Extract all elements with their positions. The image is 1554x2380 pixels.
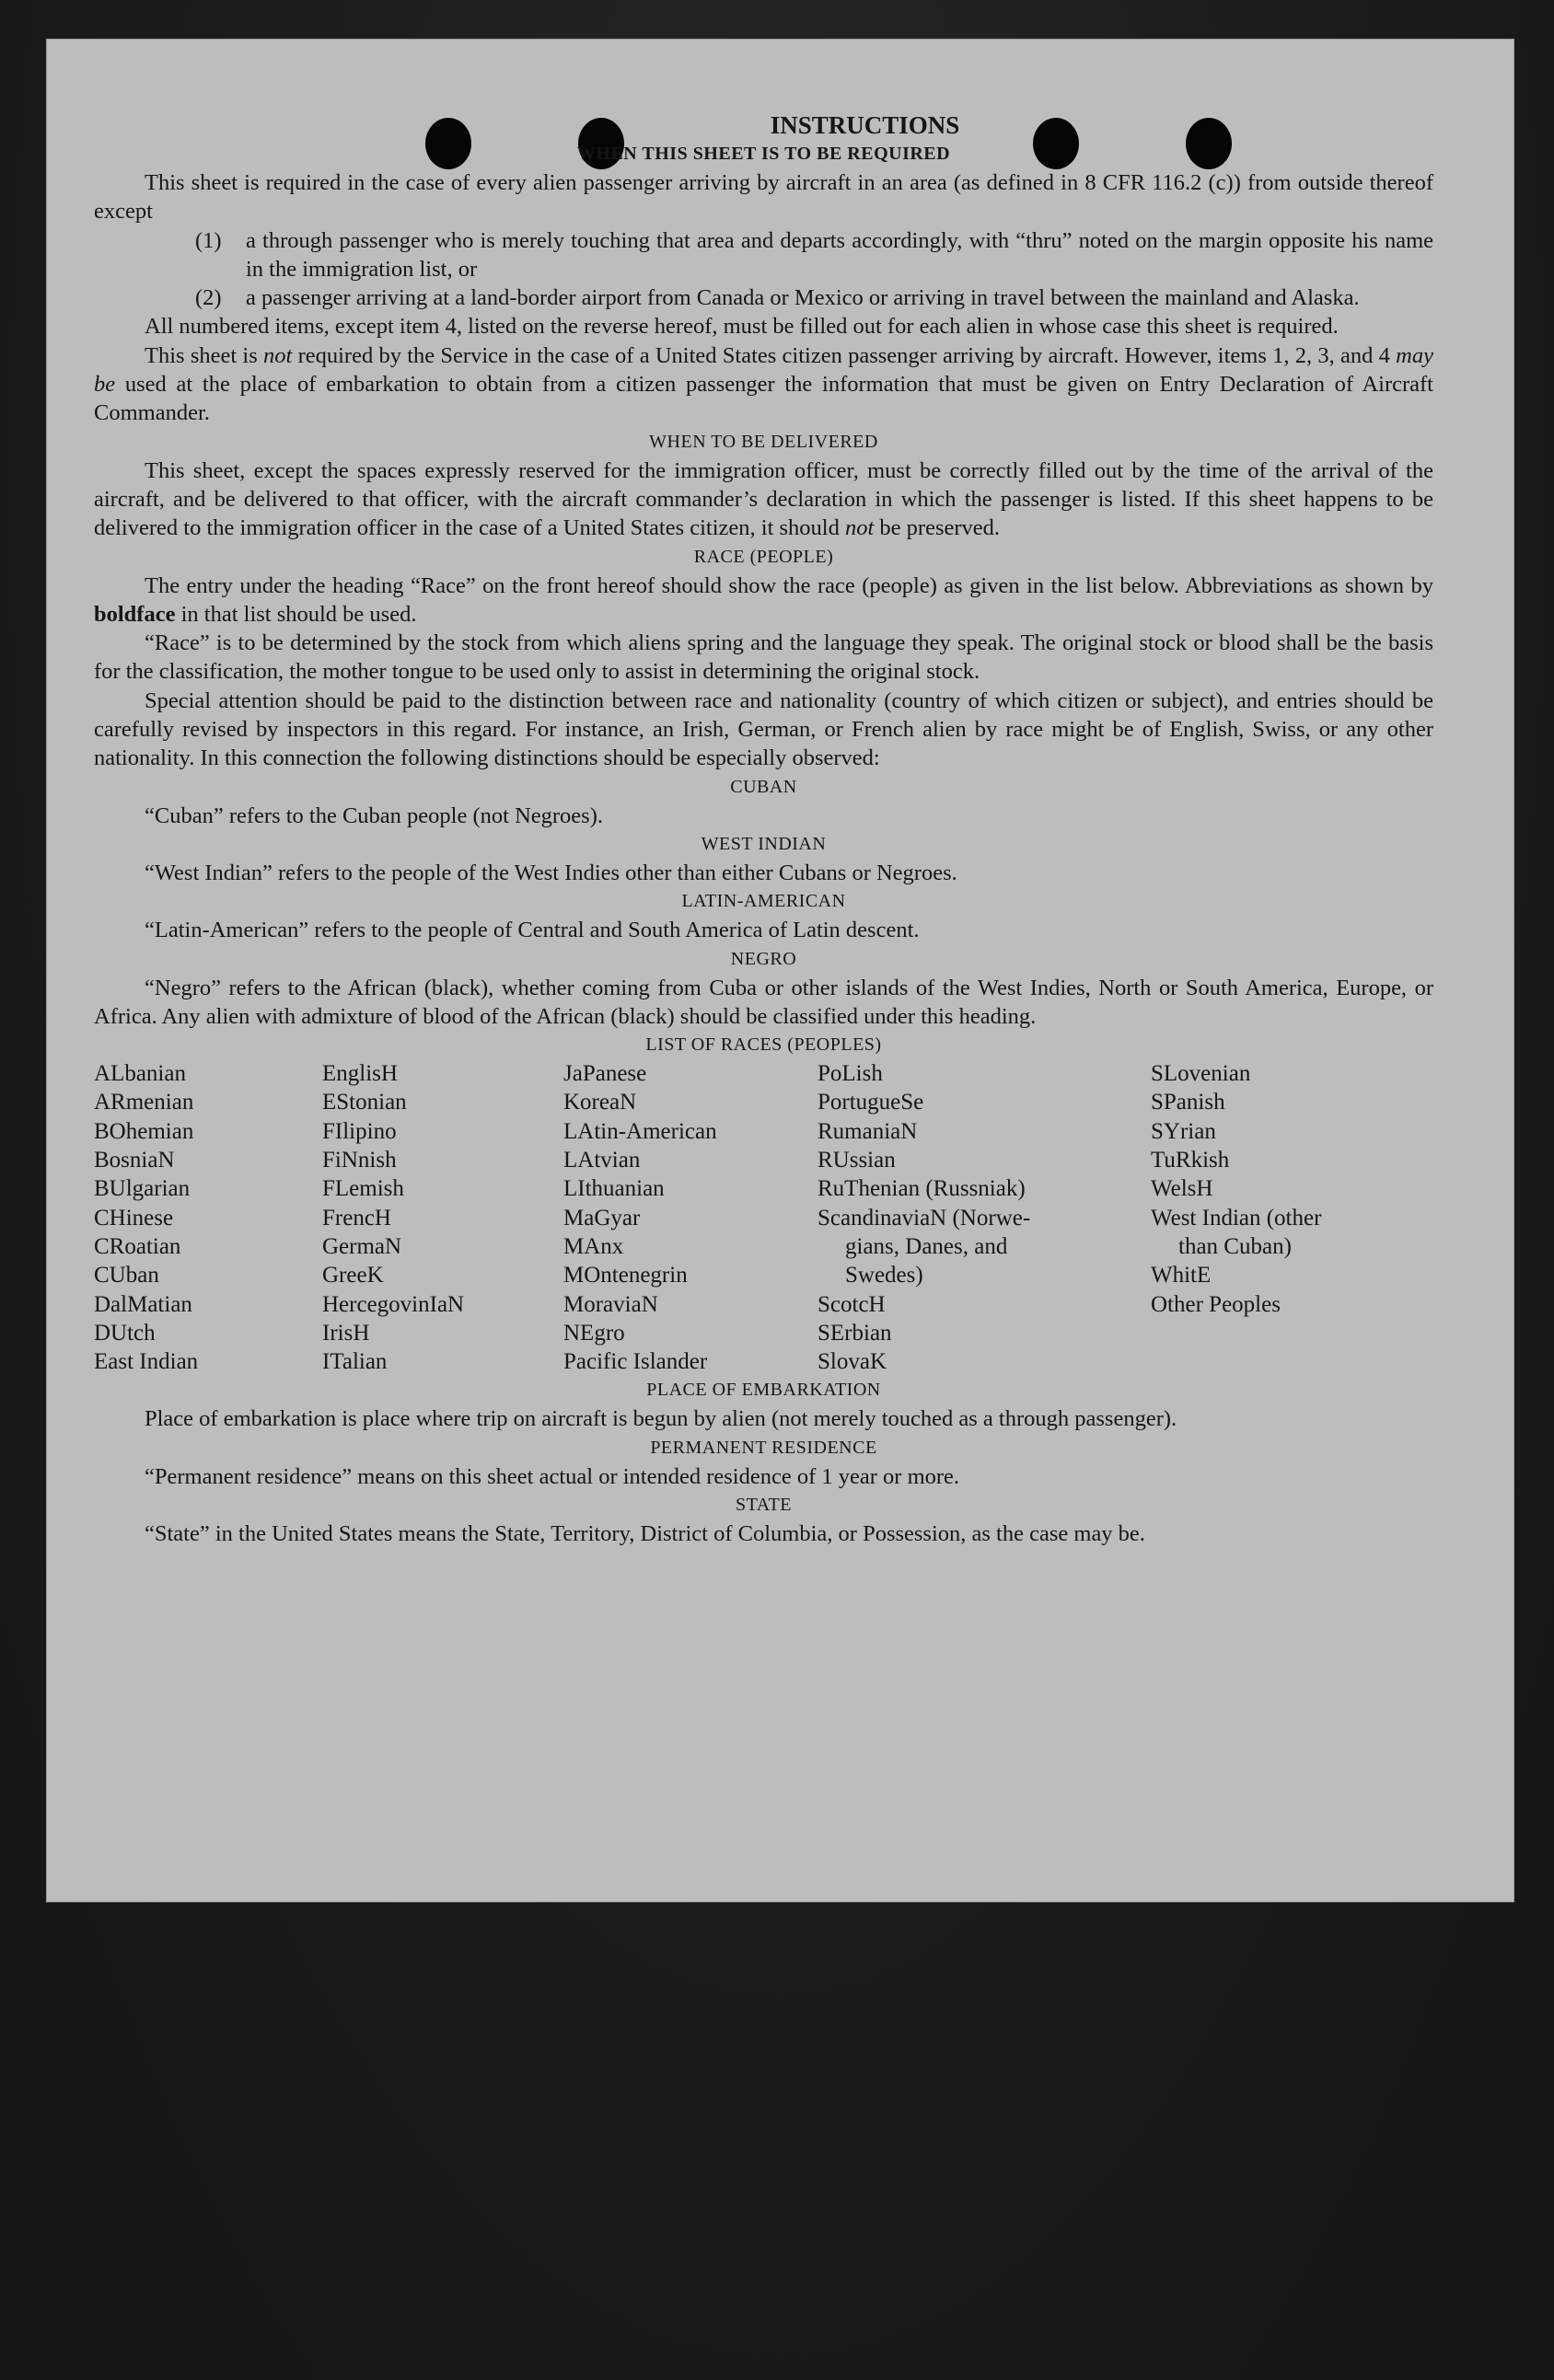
text-run: in that list should be used. bbox=[175, 601, 417, 627]
definition-latin-american: “Latin-American” refers to the people of Central and South America of Latin descent. bbox=[145, 918, 920, 943]
text-run: used at the place of embarkation to obtain from a citizen passenger the information that must be given on Entry Declaration of Aircraft Commander. bbox=[94, 372, 1433, 426]
definition-embarkation: Place of embarkation is place where trip on aircraft is begun by alien (not merely touched as a through passenger). bbox=[145, 1406, 1177, 1432]
definition-negro: “Negro” refers to the African (black), whether coming from Cuba or other islands of the West Indies, North or South America, Europe, or Africa. Any alien with admixture of blood of the African (black) should be classified under this heading. bbox=[94, 975, 1433, 1029]
race-entry: CHinese bbox=[94, 1205, 174, 1230]
race-entry: Other Peoples bbox=[1151, 1291, 1281, 1317]
race-entry: West Indian (other bbox=[1151, 1205, 1322, 1230]
definition-state: “State” in the United States means the State, Territory, District of Columbia, or Possession, as the case may be. bbox=[145, 1520, 1145, 1546]
race-entry-continued: gians, Danes, and bbox=[845, 1233, 1008, 1259]
race-entry: SPanish bbox=[1151, 1090, 1225, 1115]
numbered-item bbox=[195, 226, 1433, 284]
race-entry: ScandinaviaN (Norwe- bbox=[818, 1205, 1031, 1230]
paragraph: Special attention should be paid to the distinction between race and nationality (country of which citizen or subject), and entries should be carefully revised by inspectors in this regard. For instance, an Irish, German, or French alien by race might be of English, Swiss, or any other nationality. In this connection the following distinctions should be especially observed: bbox=[94, 687, 1433, 771]
text-run: This sheet is bbox=[145, 342, 264, 368]
section-heading-embarkation: PLACE OF EMBARKATION bbox=[646, 1380, 881, 1401]
instructions-content bbox=[94, 110, 1433, 1548]
text-run-italic: not bbox=[263, 342, 293, 368]
races-column bbox=[322, 1059, 563, 1376]
item-number: (1) bbox=[195, 227, 222, 253]
item-text: a through passenger who is merely touching that area and departs accordingly, with “thru” noted on the margin opposite his name in the immigration list, or bbox=[246, 227, 1433, 282]
race-entry: LIthuanian bbox=[563, 1176, 665, 1202]
section-heading-cuban: CUBAN bbox=[730, 776, 797, 797]
section-heading-race: RACE (PEOPLE) bbox=[693, 546, 834, 567]
race-entry: LAtin-American bbox=[563, 1118, 717, 1144]
race-entry: FiNnish bbox=[322, 1148, 397, 1173]
section-heading-residence: PERMANENT RESIDENCE bbox=[650, 1437, 877, 1458]
text-run: required by the Service in the case of a United States citizen passenger arriving by aircraft. However, items 1, 2, 3, and 4 bbox=[292, 342, 1397, 368]
race-entry: FrencH bbox=[322, 1205, 391, 1230]
race-entry: SlovaK bbox=[818, 1349, 887, 1375]
race-entry: PoLish bbox=[818, 1061, 883, 1087]
paragraph: All numbered items, except item 4, listed on the reverse hereof, must be filled out for each alien in whose case this sheet is required. bbox=[145, 314, 1339, 340]
race-entry: ALbanian bbox=[94, 1061, 186, 1087]
race-entry: IrisH bbox=[322, 1320, 370, 1346]
definition-west-indian: “West Indian” refers to the people of the West Indies other than either Cubans or Negroes. bbox=[145, 860, 957, 885]
race-entry: JaPanese bbox=[563, 1061, 647, 1087]
section-heading-state: STATE bbox=[736, 1494, 792, 1515]
races-column bbox=[1151, 1059, 1427, 1376]
race-entry: MOntenegrin bbox=[563, 1263, 688, 1288]
race-entry: EnglisH bbox=[322, 1061, 398, 1087]
race-entry: TuRkish bbox=[1151, 1148, 1230, 1173]
paragraph: This sheet is required in the case of every alien passenger arriving by aircraft in an area (as defined in 8 CFR 116.2 (c)) from outside thereof except bbox=[94, 170, 1433, 225]
definition-cuban: “Cuban” refers to the Cuban people (not Negroes). bbox=[145, 803, 603, 828]
item-number: (2) bbox=[195, 285, 222, 311]
section-heading-latin-american: LATIN-AMERICAN bbox=[681, 891, 846, 912]
race-entry: HercegovinIaN bbox=[322, 1291, 465, 1317]
race-entry: DUtch bbox=[94, 1320, 156, 1346]
race-entry: FIlipino bbox=[322, 1118, 397, 1144]
item-text: a passenger arriving at a land-border airport from Canada or Mexico or arriving in travel between the mainland and Alaska. bbox=[246, 285, 1360, 311]
race-entry: BosniaN bbox=[94, 1148, 175, 1173]
text-run-italic: may be bbox=[94, 342, 1433, 398]
race-entry: EStonian bbox=[322, 1090, 407, 1115]
race-entry: SErbian bbox=[818, 1320, 892, 1346]
section-heading-when-delivered: WHEN TO BE DELIVERED bbox=[649, 431, 878, 452]
text-run: The entry under the heading “Race” on the front hereof should show the race (people) as given in the list below. bbox=[145, 572, 1179, 598]
text-run: be preserved. bbox=[874, 515, 1001, 541]
race-entry: PortugueSe bbox=[818, 1090, 924, 1115]
race-entry: BUlgarian bbox=[94, 1176, 191, 1202]
races-column bbox=[94, 1059, 322, 1376]
paragraph bbox=[94, 456, 1433, 543]
race-entry: CRoatian bbox=[94, 1233, 181, 1259]
races-column bbox=[563, 1059, 818, 1376]
race-entry: KoreaN bbox=[563, 1090, 637, 1115]
section-heading-negro: NEGRO bbox=[730, 948, 797, 969]
race-entry: Pacific Islander bbox=[563, 1349, 708, 1375]
page-title: INSTRUCTIONS bbox=[770, 111, 960, 139]
race-entry: ScotcH bbox=[818, 1291, 886, 1317]
race-entry: FLemish bbox=[322, 1176, 404, 1202]
paragraph bbox=[94, 341, 1433, 428]
race-entry: ITalian bbox=[322, 1349, 388, 1375]
race-entry: DalMatian bbox=[94, 1291, 192, 1317]
races-column bbox=[818, 1059, 1151, 1376]
races-list bbox=[94, 1059, 1433, 1376]
race-entry: MAnx bbox=[563, 1233, 624, 1259]
text-run-bold: boldface bbox=[94, 601, 176, 627]
race-entry: RUssian bbox=[818, 1148, 896, 1173]
race-entry: WhitE bbox=[1151, 1263, 1212, 1288]
section-heading-west-indian: WEST INDIAN bbox=[701, 833, 827, 854]
race-entry: GermaN bbox=[322, 1233, 402, 1259]
race-entry: WelsH bbox=[1151, 1176, 1213, 1202]
race-entry: NEgro bbox=[563, 1320, 625, 1346]
text-run-italic: not bbox=[844, 515, 875, 541]
text-run: This sheet, except the spaces expressly reserved for the immigration officer, must be correctly filled out by the time of the arrival of the aircraft, and be delivered to that officer, with the aircraft commander’s declaration in which the passenger is listed. If this sheet happens to be delivered to the immigration officer in the case of a United States citizen, it should bbox=[94, 457, 1433, 541]
race-entry: RuThenian (Russniak) bbox=[818, 1176, 1026, 1202]
race-entry-continued: Swedes) bbox=[845, 1263, 923, 1288]
text-run: Abbreviations as shown by bbox=[1184, 572, 1433, 598]
race-entry: MaGyar bbox=[563, 1205, 641, 1230]
numbered-item bbox=[195, 283, 1433, 312]
race-entry: MoraviaN bbox=[563, 1291, 658, 1317]
race-entry: LAtvian bbox=[563, 1148, 641, 1173]
list-of-races-heading: LIST OF RACES (PEOPLES) bbox=[645, 1034, 882, 1056]
race-entry-continued: than Cuban) bbox=[1178, 1233, 1292, 1259]
race-entry: RumaniaN bbox=[818, 1118, 918, 1144]
definition-residence: “Permanent residence” means on this sheet actual or intended residence of 1 year or more. bbox=[145, 1463, 960, 1489]
race-entry: SLovenian bbox=[1151, 1061, 1251, 1087]
race-entry: GreeK bbox=[322, 1263, 384, 1288]
race-entry: BOhemian bbox=[94, 1118, 194, 1144]
race-entry: ARmenian bbox=[94, 1090, 194, 1115]
paragraph bbox=[94, 572, 1433, 630]
race-entry: SYrian bbox=[1151, 1118, 1216, 1144]
section-heading-when-required: WHEN THIS SHEET IS TO BE REQUIRED bbox=[576, 144, 951, 164]
race-entry: CUban bbox=[94, 1263, 159, 1288]
race-entry: East Indian bbox=[94, 1349, 199, 1375]
paragraph: “Race” is to be determined by the stock from which aliens spring and the language they speak. The original stock or blood shall be the basis for the classification, the mother tongue to be used only to assist in determining the original stock. bbox=[94, 630, 1433, 685]
